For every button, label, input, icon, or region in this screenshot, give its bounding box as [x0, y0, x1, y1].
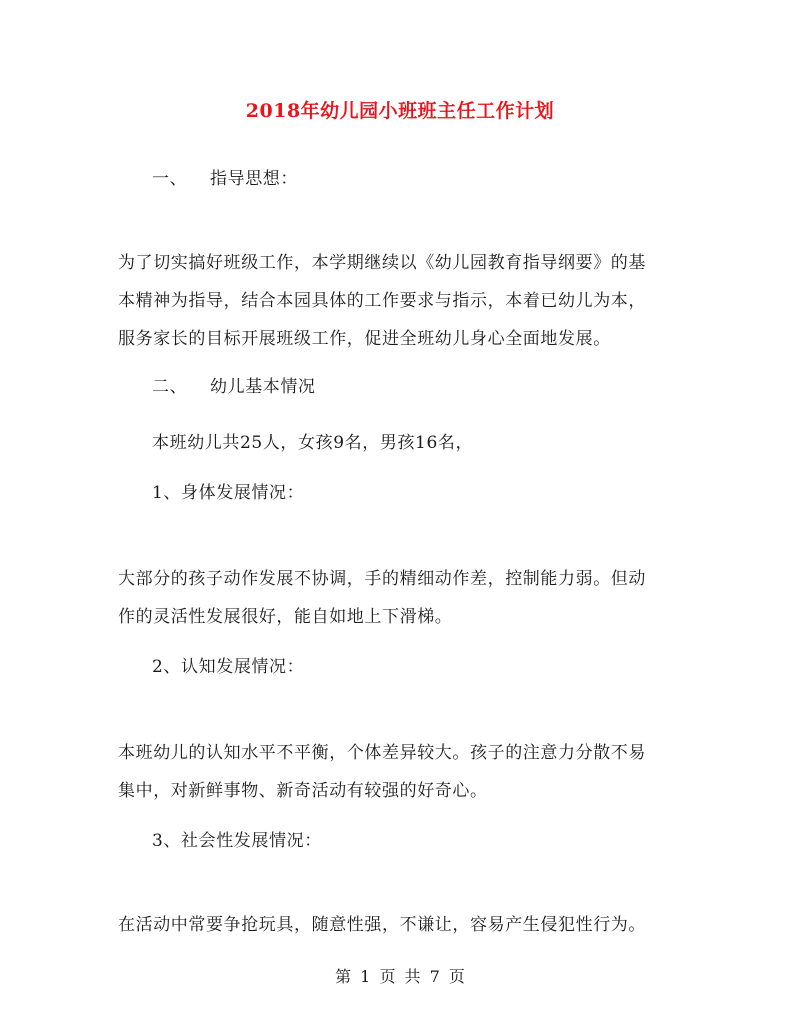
section-heading-1 [152, 164, 298, 189]
paragraph-line: 在活动中常要争抢玩具，随意性强，不谦让，容易产生侵犯性行为。 [118, 915, 646, 935]
section-heading-2 [152, 372, 316, 397]
paragraph-line: 作的灵活性发展很好，能自如地上下滑梯。 [118, 607, 453, 627]
section-title: 幼儿基本情况 [210, 377, 316, 397]
document-title: 2018年幼儿园小班班主任工作计划 [245, 100, 555, 122]
paragraph-line: 集中，对新鲜事物、新奇活动有较强的好奇心。 [118, 781, 488, 801]
paragraph-line: 本班幼儿的认知水平不平衡，个体差异较大。孩子的注意力分散不易 [118, 743, 646, 763]
paragraph-line: 本精神为指导，结合本园具体的工作要求与指示，本着已幼儿为本， [118, 291, 646, 311]
section-number: 二、 [152, 377, 188, 397]
section-title: 指导思想： [210, 169, 298, 189]
section-number: 一、 [152, 169, 188, 189]
page-footer: 第 1 页 共 7 页 [335, 967, 465, 986]
paragraph-line: 大部分的孩子动作发展不协调，手的精细动作差，控制能力弱。但动 [118, 569, 646, 589]
subsection-heading-2: 2、认知发展情况： [152, 657, 305, 677]
paragraph-line: 为了切实搞好班级工作，本学期继续以《幼儿园教育指导纲要》的基 [118, 253, 646, 273]
subsection-heading-3: 3、社会性发展情况： [152, 831, 322, 851]
paragraph-line: 本班幼儿共25人，女孩9名，男孩16名， [152, 433, 474, 453]
paragraph-line: 服务家长的目标开展班级工作，促进全班幼儿身心全面地发展。 [118, 329, 611, 349]
subsection-heading-1: 1、身体发展情况： [152, 483, 305, 503]
